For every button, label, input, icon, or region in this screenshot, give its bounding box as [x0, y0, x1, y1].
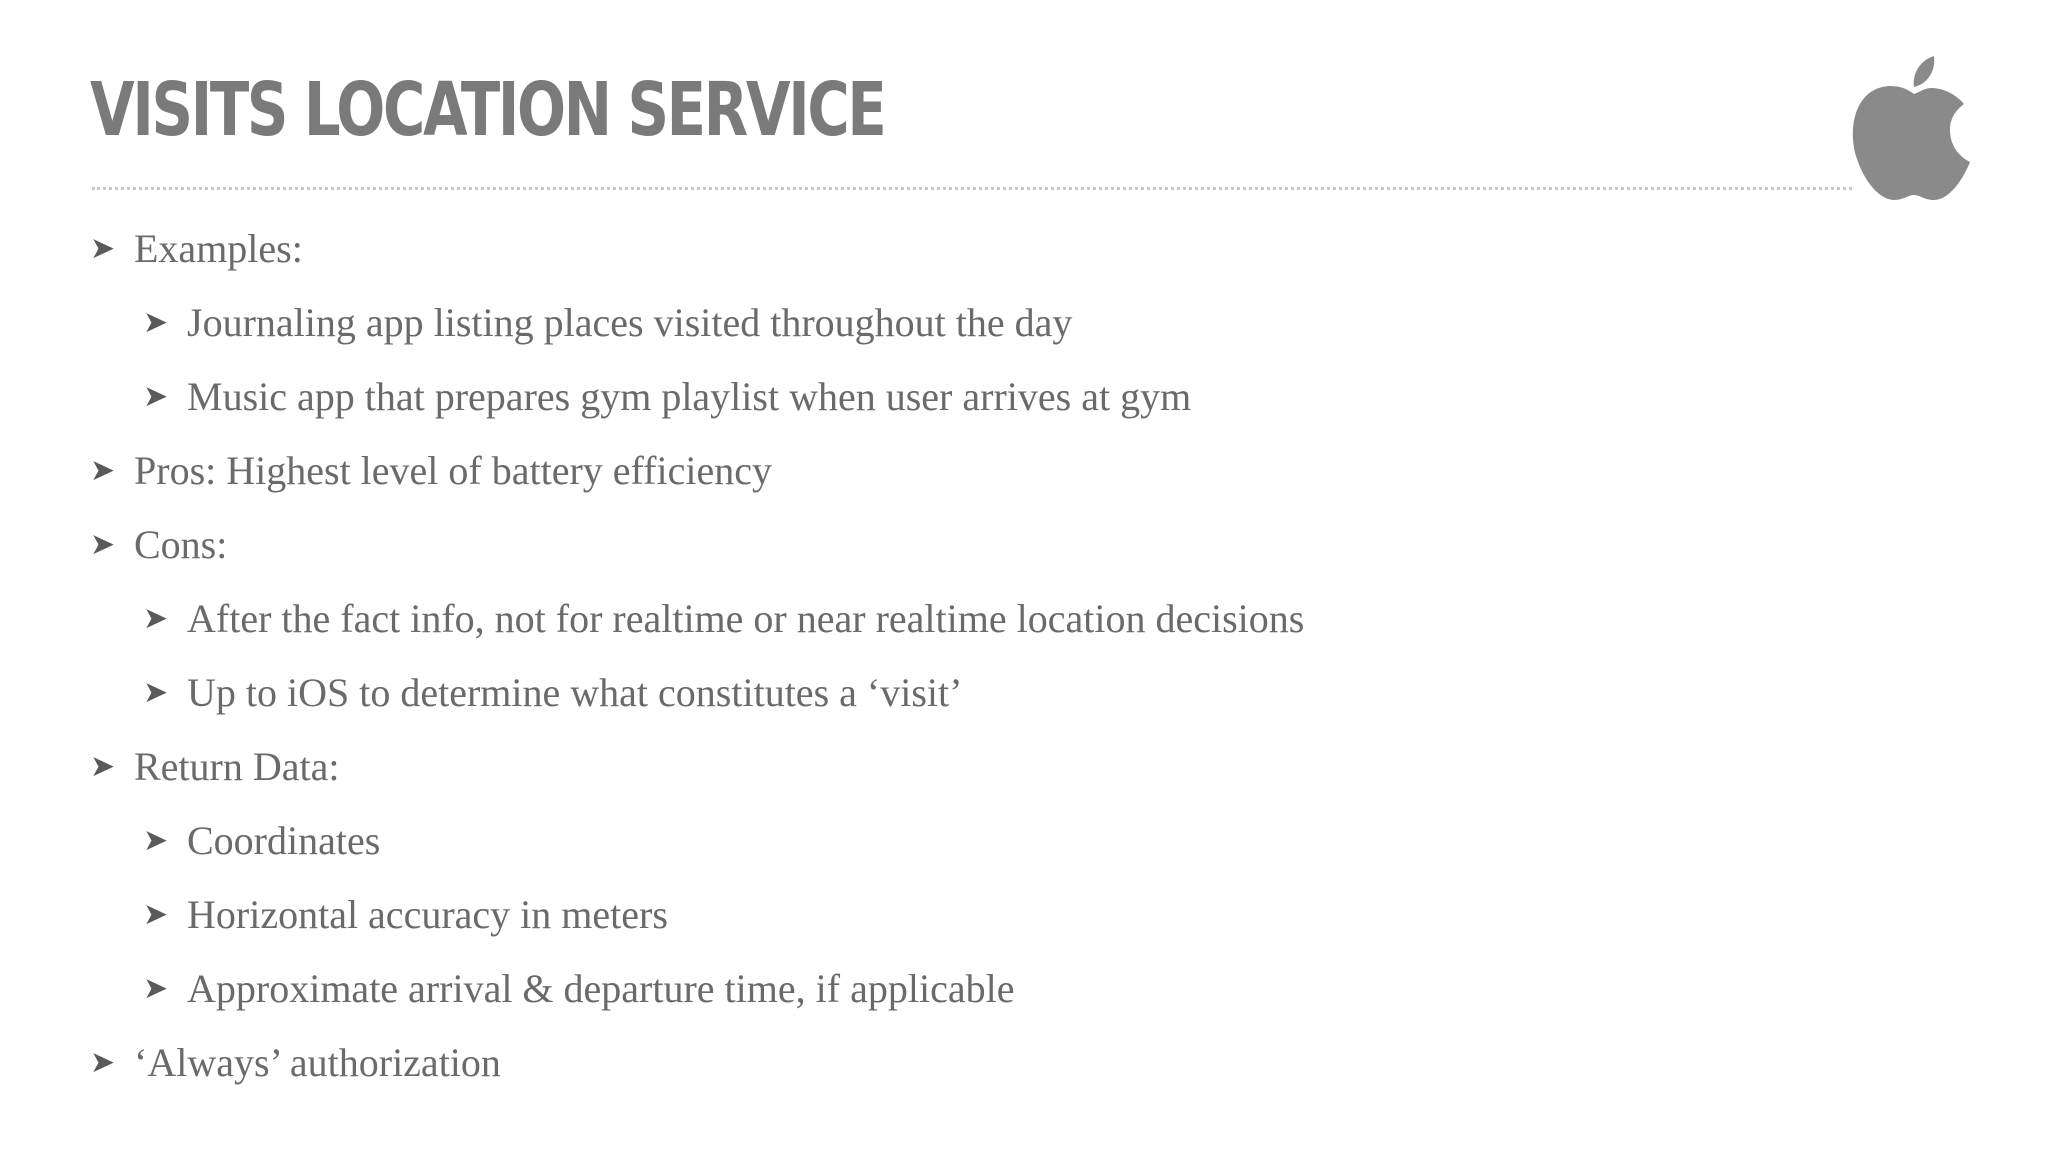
arrowhead-bullet-icon: ➤: [143, 971, 169, 1006]
arrowhead-bullet-icon: ➤: [143, 305, 169, 340]
bullet-item: [90, 360, 1304, 434]
bullet-text: Music app that prepares gym playlist when user arrives at gym: [187, 374, 1192, 419]
arrowhead-bullet-icon: ➤: [90, 527, 116, 562]
bullet-text: ‘Always’ authorization: [134, 1040, 501, 1085]
bullet-item: [90, 508, 1304, 582]
bullet-text: Coordinates: [187, 818, 381, 863]
bullet-item: [90, 878, 1304, 952]
bullet-text: Pros: Highest level of battery efficiency: [134, 448, 772, 493]
bullet-item: [90, 656, 1304, 730]
bullet-text: Up to iOS to determine what constitutes a ‘visit’: [187, 670, 963, 715]
apple-logo-icon: [1850, 54, 1978, 204]
slide-title: VISITS LOCATION SERVICE: [90, 67, 885, 153]
bullet-item: [90, 1026, 1304, 1100]
bullet-list: [90, 212, 1304, 1100]
bullet-item: [90, 286, 1304, 360]
bullet-text: Journaling app listing places visited throughout the day: [187, 300, 1073, 345]
arrowhead-bullet-icon: ➤: [90, 453, 116, 488]
bullet-item: [90, 730, 1304, 804]
bullet-text: Return Data:: [134, 744, 340, 789]
arrowhead-bullet-icon: ➤: [143, 823, 169, 858]
bullet-item: [90, 952, 1304, 1026]
bullet-text: Cons:: [134, 522, 228, 567]
bullet-item: [90, 804, 1304, 878]
arrowhead-bullet-icon: ➤: [143, 897, 169, 932]
arrowhead-bullet-icon: ➤: [143, 601, 169, 636]
arrowhead-bullet-icon: ➤: [143, 379, 169, 414]
arrowhead-bullet-icon: ➤: [143, 675, 169, 710]
arrowhead-bullet-icon: ➤: [90, 1045, 116, 1080]
arrowhead-bullet-icon: ➤: [90, 749, 116, 784]
bullet-text: After the fact info, not for realtime or near realtime location decisions: [187, 596, 1305, 641]
title-divider: [92, 187, 1852, 190]
bullet-text: Examples:: [134, 226, 303, 271]
bullet-item: [90, 434, 1304, 508]
bullet-text: Horizontal accuracy in meters: [187, 892, 668, 937]
arrowhead-bullet-icon: ➤: [90, 231, 116, 266]
bullet-item: [90, 582, 1304, 656]
bullet-text: Approximate arrival & departure time, if applicable: [187, 966, 1015, 1011]
bullet-item: [90, 212, 1304, 286]
